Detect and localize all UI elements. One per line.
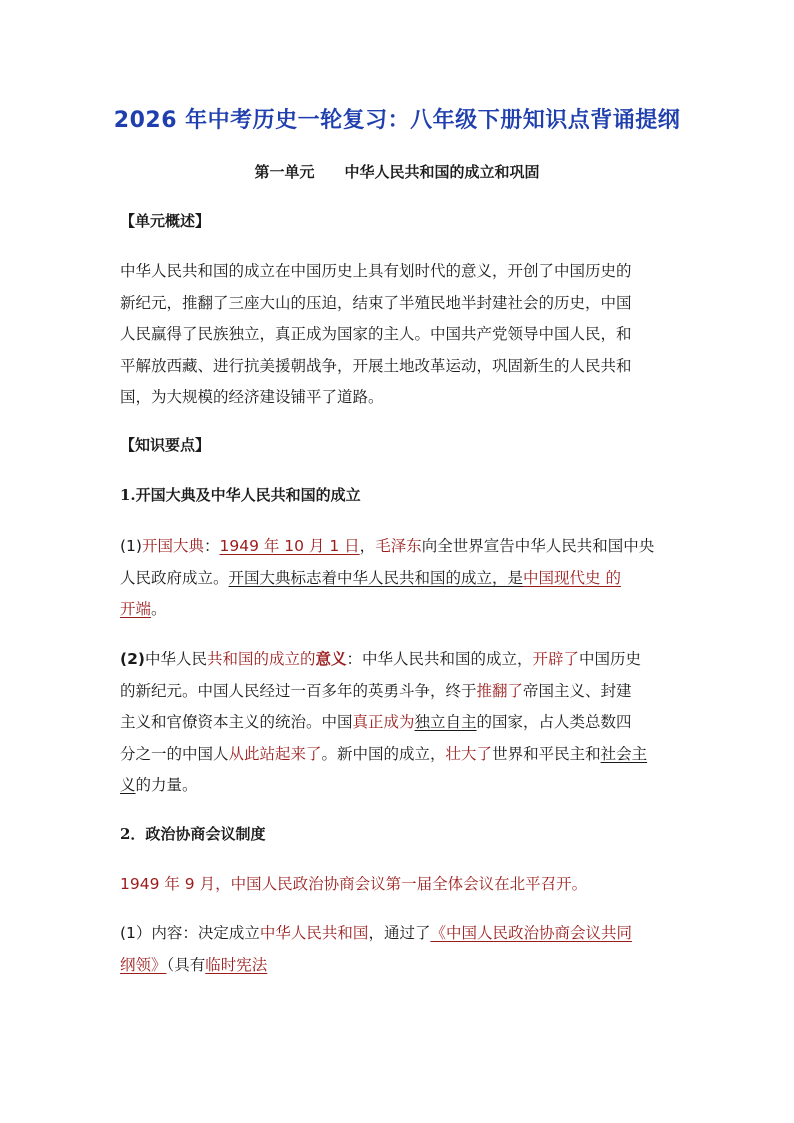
section-1-heading: 1.开国大典及中华人民共和国的成立 (120, 486, 361, 504)
section-2-heading: 2．政治协商会议制度 (120, 825, 266, 843)
unit-name: 中华人民共和国的成立和巩固 (344, 163, 540, 181)
term-ceremony: 开国大典 (141, 537, 204, 555)
term-modern-history: 中国现代史 的 (523, 568, 621, 587)
unit-label: 第一单元 (254, 163, 315, 181)
section-2-date-line: 1949 年 9 月，中国人民政治协商会议第一届全体会议在北平召开。 (120, 875, 588, 893)
points-heading: 【知识要点】 (120, 436, 211, 454)
date-founding: 1949 年 10 月 1 日 (219, 537, 360, 555)
date-cppcc: 1949 年 9 月， (120, 875, 231, 893)
overview-paragraph (120, 256, 680, 414)
term-common-program: 《中国人民政治协商会议共同 (430, 924, 632, 942)
overview-line: 平解放西藏、进行抗美援朝战争，开展土地改革运动，巩固新生的人民共和 (120, 356, 632, 375)
section-2-point-1: (1）内容：决定成立中华人民共和国，通过了《中国人民政治协商会议共同 纲领》（具有临时宪法 (120, 924, 632, 974)
overview-line: 人民赢得了民族独立，真正成为国家的主人。中国共产党领导中国人民，和 (120, 325, 632, 343)
overview-line: 新纪元，推翻了三座大山的压迫，结束了半殖民地半封建社会的历史，中国 (120, 293, 632, 312)
section-1-point-1: (1)开国大典：1949 年 10 月 1 日，毛泽东向全世界宣告中华人民共和国中央 人民政府成立。开国大典标志着中华人民共和国的成立，是中国现代史 的 开端。 (120, 537, 655, 618)
term-mao: 毛泽东 (375, 537, 422, 555)
term-significance: 开国大典标志着中华人民共和国的成立，是 (228, 568, 524, 587)
overview-line: 中华人民共和国的成立在中国历史上具有划时代的意义，开创了中国历史的 (120, 262, 632, 280)
document-title: 2026 年中考历史一轮复习：八年级下册知识点背诵提纲 (113, 108, 681, 133)
term-provisional-constitution: 临时宪法 (205, 955, 268, 974)
section-1-point-2: (2)中华人民共和国的成立的意义：中华人民共和国的成立，开辟了中国历史 的新纪元。中国人民经过一百多年的英勇斗争，终于推翻了帝国主义、封建 主义和官僚资本主义的统治。中国真正成为独立自主的国家，占人类总数四 分之一的中国人从此站起来了。新中国的成立，壮大了世界和平民主和社会主 义的力量。 (120, 650, 648, 794)
overview-line: 国，为大规模的经济建设铺平了道路。 (120, 388, 384, 406)
unit-heading (0, 161, 794, 182)
term-beginning: 开端 (120, 600, 152, 618)
overview-heading: 【单元概述】 (120, 212, 211, 230)
term-meaning: 意义 (315, 650, 347, 668)
term-prc: 中华人民共和国 (259, 924, 369, 942)
